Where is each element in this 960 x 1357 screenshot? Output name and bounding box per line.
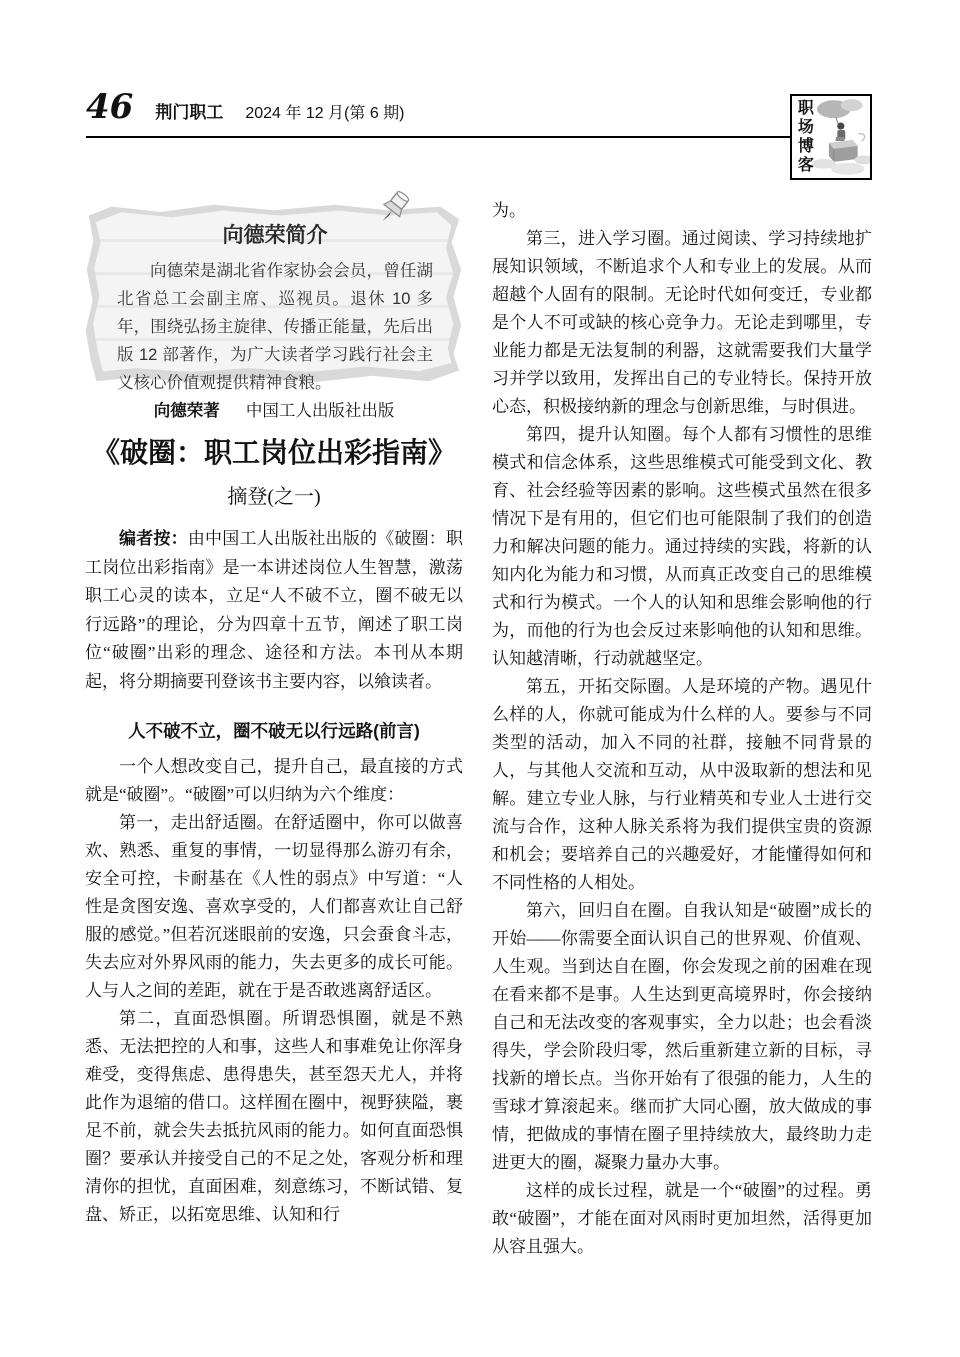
editor-note	[85, 525, 463, 696]
intro-note-body: 向德荣是湖北省作家协会会员，曾任湖北省总工会副主席、巡视员。退休 10 多年，围绕弘扬主旋律、传播正能量，先后出版 12 部著作，为广大读者学习践行社会主义核心价值观提供精神食粮。	[117, 262, 433, 392]
editor-note-label: 编者按：	[119, 529, 188, 548]
pushpin-icon	[369, 191, 411, 241]
header-rule	[86, 136, 790, 138]
publisher-name: 中国工人出版社出版	[245, 401, 395, 420]
title-block	[85, 397, 463, 509]
editor-note-body: 由中国工人出版社出版的《破圈：职工岗位出彩指南》是一本讲述岗位人生智慧，激荡职工心灵的读本，立足“人不破不立，圈不破无以行远路”的理论，分为四章十五节，阐述了职工岗位“破圈”出彩的理念、途径和方法。本刊从本期起，将分期摘要刊登该书主要内容，以飨读者。	[85, 529, 464, 691]
publication-name: 荆门职工	[155, 103, 224, 122]
byline	[85, 397, 463, 421]
page-number: 46	[86, 87, 134, 127]
section-heading: 人不破不立，圈不破无以行远路(前言)	[128, 721, 420, 741]
corner-tag-label: 职场博客	[795, 99, 813, 175]
book-title: 《破圈：职工岗位出彩指南》	[91, 437, 456, 468]
issue-info: 2024 年 12 月(第 6 期)	[245, 105, 405, 122]
paragraph-first-circle: 第一，走出舒适圈。在舒适圈中，你可以做喜欢、熟悉、重复的事情，一切显得那么游刃有余，安全可控，卡耐基在《人性的弱点》中写道：“人性是贪图安逸、喜欢享受的，人们都喜欢让自己舒服的感觉。”但若沉迷眼前的安逸，只会蚕食斗志，失去应对外界风雨的能力，失去更多的成长可能。人与人之间的差距，就在于是否敢逃离舒适区。	[85, 813, 463, 1000]
paragraph-fourth-circle: 第四，提升认知圈。每个人都有习惯性的思维模式和信念体系，这些思维模式可能受到文化、教育、社会经验等因素的影响。这些模式虽然在很多情况下是有用的，但它们也可能限制了我们的创造力和解决问题的能力。通过持续的实践，将新的认知内化为能力和习惯，从而真正改变自己的思维模式和行为模式。一个人的认知和思维会影响他的行为，而他的行为也会反过来影响他的认知和思维。认知越清晰，行动就越坚定。	[492, 425, 872, 668]
page-header	[86, 87, 405, 127]
paragraph-second-circle: 第二，直面恐惧圈。所谓恐惧圈，就是不熟悉、无法把控的人和事，这些人和事难免让你浑身难受，变得焦虑、患得患失，甚至怨天尤人，并将此作为退缩的借口。这样囿在圈中，视野狭隘，裹足不前，就会失去抵抗风雨的能力。如何直面恐惧圈？要承认并接受自己的不足之处，客观分析和理清你的担忧，直面困难，刻意练习，不断试错、复盘、矫正，以拓宽思维、认知和行	[85, 1009, 463, 1224]
paragraph-sixth-circle: 第六，回归自在圈。自我认知是“破圈”成长的开始——你需要全面认识自己的世界观、价值观、人生观。当到达自在圈，你会发现之前的困难在现在看来都不是事。人生达到更高境界时，你会接纳自己和无法改变的客观事实，全力以赴；也会看淡得失，学会阶段归零，然后重新建立新的目标，寻找新的增长点。当你开始有了很强的能力，人生的雪球才算滚起来。继而扩大同心圈，放大做成的事情，把做成的事情在圈子里持续放大，最终助力走进更大的圈，凝聚力量办大事。	[492, 901, 872, 1172]
intro-note	[85, 203, 463, 392]
intro-note-title: 向德荣简介	[222, 224, 328, 247]
author-name: 向德荣著	[153, 402, 220, 420]
paragraph-intro: 一个人想改变自己，提升自己，最直接的方式就是“破圈”。“破圈”可以归纳为六个维度：	[85, 757, 463, 804]
paragraph-third-circle: 第三，进入学习圈。通过阅读、学习持续地扩展知识领域，不断追求个人和专业上的发展。从而超越个人固有的限制。无论时代如何变迁，专业都是个人不可或缺的核心竞争力。无论走到哪里，专业能力都是无法复制的利器，这就需要我们大量学习并学以致用，发挥出自己的专业特长。保持开放心态，积极接纳新的理念与创新思维，与时俱进。	[492, 229, 872, 416]
paragraph-fifth-circle: 第五，开拓交际圈。人是环境的产物。遇见什么样的人，你就可能成为什么样的人。要参与不同类型的活动，加入不同的社群，接触不同背景的人，与其他人交流和互动，从中汲取新的想法和见解。建立专业人脉，与行业精英和专业人士进行交流与合作，这种人脉关系将为我们提供宝贵的资源和机会；要培养自己的兴趣爱好，才能懂得如何和不同性格的人相处。	[492, 677, 872, 892]
left-column	[85, 203, 463, 1229]
right-column	[492, 197, 872, 1261]
corner-tag	[790, 94, 872, 180]
paragraph-continuation: 为。	[492, 201, 526, 220]
paragraph-closing: 这样的成长过程，就是一个“破圈”的过程。勇敢“破圈”，才能在面对风雨时更加坦然，活得更加从容且强大。	[492, 1181, 872, 1256]
excerpt-subtitle: 摘登(之一)	[227, 486, 321, 508]
workplace-blog-illustration	[812, 96, 870, 178]
